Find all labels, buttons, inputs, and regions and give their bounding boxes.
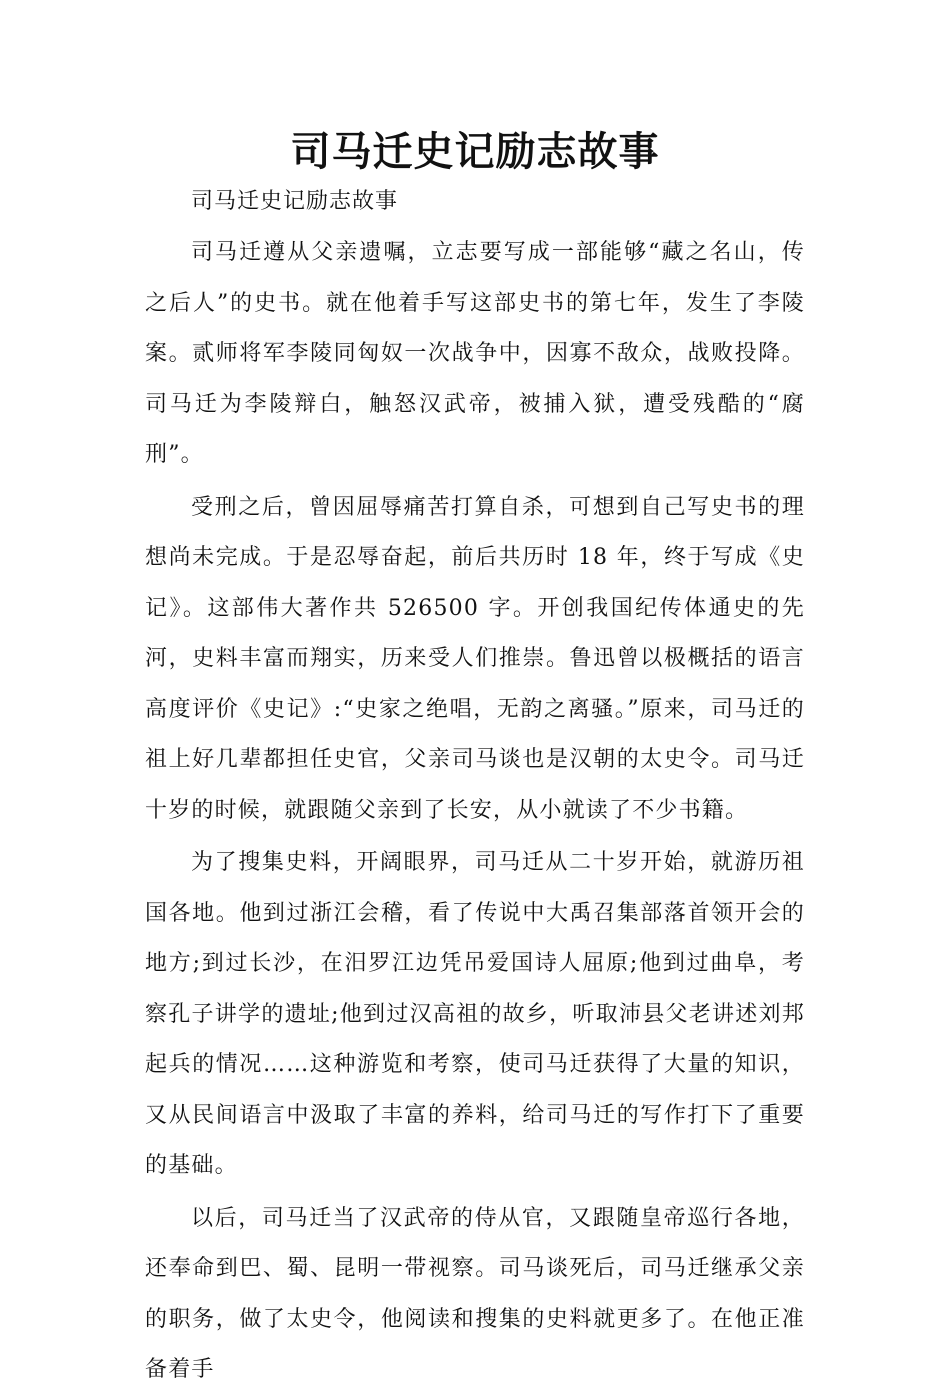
- document-body: [145, 178, 805, 1396]
- paragraph-3: 为了搜集史料，开阔眼界，司马迁从二十岁开始，就游历祖国各地。他到过浙江会稽，看了传说中大禹召集部落首领开会的地方;到过长沙，在汨罗江边凭吊爱国诗人屈原;他到过曲阜，考察孔子讲学的遗址;他到过汉高祖的故乡，听取沛县父老讲述刘邦起兵的情况……这种游览和考察，使司马迁获得了大量的知识，又从民间语言中汲取了丰富的养料，给司马迁的写作打下了重要的基础。: [145, 850, 805, 1178]
- paragraph-2: 受刑之后，曾因屈辱痛苦打算自杀，可想到自己写史书的理想尚未完成。于是忍辱奋起，前后共历时 18 年，终于写成《史记》。这部伟大著作共 526500 字。开创我国纪传体通史的先河，史料丰富而翔实，历来受人们推崇。鲁迅曾以极概括的语言高度评价《史记》:“史家之绝唱，无韵之离骚。”原来，司马迁的祖上好几辈都担任史官，父亲司马谈也是汉朝的太史令。司马迁十岁的时候，就跟随父亲到了长安，从小就读了不少书籍。: [145, 494, 805, 823]
- paragraph-4: 以后，司马迁当了汉武帝的侍从官，又跟随皇帝巡行各地，还奉命到巴、蜀、昆明一带视察。司马谈死后，司马迁继承父亲的职务，做了太史令，他阅读和搜集的史料就更多了。在他正准备着手: [145, 1205, 805, 1382]
- paragraph-1: 司马迁遵从父亲遗嘱，立志要写成一部能够“藏之名山，传之后人”的史书。就在他着手写这部史书的第七年，发生了李陵案。贰师将军李陵同匈奴一次战争中，因寡不敌众，战败投降。司马迁为李陵辩白，触怒汉武帝，被捕入狱，遭受残酷的“腐刑”。: [145, 240, 805, 467]
- document-title: 司马迁史记励志故事: [290, 129, 660, 175]
- document-subtitle: 司马迁史记励志故事: [191, 189, 399, 214]
